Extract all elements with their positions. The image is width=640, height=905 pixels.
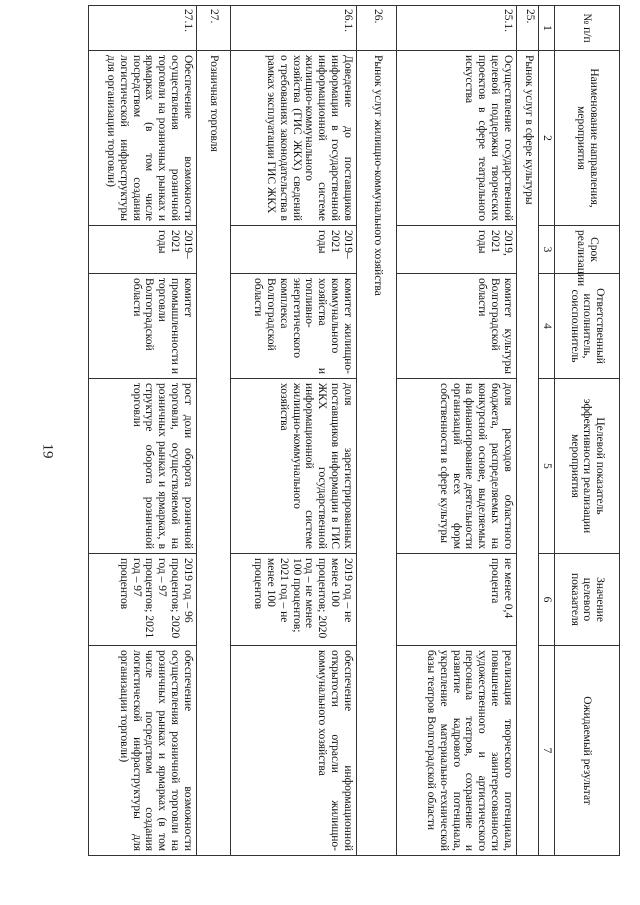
item-term: 2019, 2021 годы [397,226,517,274]
col-number: 3 [539,226,555,274]
item-name: Доведение до поставщиков информации в государственной информационной системе жилищно-коммунального хозяйства (ГИС ЖКХ) сведений о требованиях законодательства в рамках эксплуатации ГИС ЖКХ [231,51,357,226]
section-row [357,6,397,856]
item-executor: комитет жилищно-коммунального хозяйства и топливно-энергетического комплекса Волгоградской области [231,274,357,379]
column-number-row [539,6,555,856]
header-term: Срок реализации [555,226,620,274]
section-title: Рынок услуг в сфере культуры [517,51,539,856]
header-indicator: Целевой показатель эффективности реализации мероприятия [555,379,620,554]
item-result: обеспечение информационной открытости отрасли жилищно-коммунального хозяйства [231,646,357,856]
section-number: 26. [357,6,397,51]
header-value: Значение целевого показателя [555,554,620,646]
item-term: 2019–2021 годы [231,226,357,274]
item-number: 26.1. [231,6,357,51]
col-number: 5 [539,379,555,554]
col-number: 6 [539,554,555,646]
item-executor: комитет культуры Волгоградской области [397,274,517,379]
item-result: реализация творческого потенциала, повышение заинтересованности художественного и артистического персонала театров, сохранение и развитие кадрового потенциала, укрепление материально-технической базы театров Волгоградской области [397,646,517,856]
item-number: 27.1. [89,6,197,51]
measures-table [88,5,620,856]
header-executor: Ответственный исполнитель, соисполнитель [555,274,620,379]
col-number: 7 [539,646,555,856]
header-name: Наименование направления, мероприятия [555,51,620,226]
item-executor: комитет промышленности и торговли Волгоградской области [89,274,197,379]
item-name: Обеспечение возможности осуществления розничной торговли на розничных рынках и ярмарках (в том числе посредством создания логистической инфраструктуры для организации торговли) [89,51,197,226]
section-title: Розничная торговля [197,51,231,856]
section-row [197,6,231,856]
table-row [89,6,197,856]
header-result: Ожидаемый результат [555,646,620,856]
header-num: № п/п [555,6,620,51]
table-header-row [555,6,620,856]
col-number: 1 [539,6,555,51]
section-number: 27. [197,6,231,51]
item-value: 2019 год – не менее 100 процентов; 2020 год – не менее 100 процентов; 2021 год – не менее 100 процентов [231,554,357,646]
table-row [397,6,517,856]
col-number: 4 [539,274,555,379]
table-row [231,6,357,856]
col-number: 2 [539,51,555,226]
section-number: 25. [517,6,539,51]
rotated-page-content [70,0,620,905]
item-term: 2019–2021 годы [89,226,197,274]
page-number: 19 [40,443,56,459]
item-name: Осуществление государственной целевой поддержки творческих проектов в сфере театрального искусства [397,51,517,226]
section-title: Рынок услуг жилищно-коммунального хозяйства [357,51,397,856]
item-indicator: доля зарегистрированных поставщиков информации в ГИС ЖКХ государственной информационной системе жилищно-коммунального хозяйства [231,379,357,554]
item-indicator: рост доли оборота розничной торговли, осуществляемой на розничных рынках и ярмарках, в структуре оборота розничной торговли [89,379,197,554]
section-row [517,6,539,856]
item-value: 2019 год – 96 процентов; 2020 год – 97 процентов; 2021 год – 97 процентов [89,554,197,646]
item-result: обеспечение возможности осуществления розничной торговли на розничных рынках и ярмарках (в том числе посредством создания логистической инфраструктуры для организации торговли) [89,646,197,856]
item-value: не менее 0,4 процента [397,554,517,646]
item-number: 25.1. [397,6,517,51]
item-indicator: доля расходов областного бюджета, распределяемых на конкурсной основе, выделяемых на финансирование деятельности организаций всех форм собственности в сфере культуры [397,379,517,554]
